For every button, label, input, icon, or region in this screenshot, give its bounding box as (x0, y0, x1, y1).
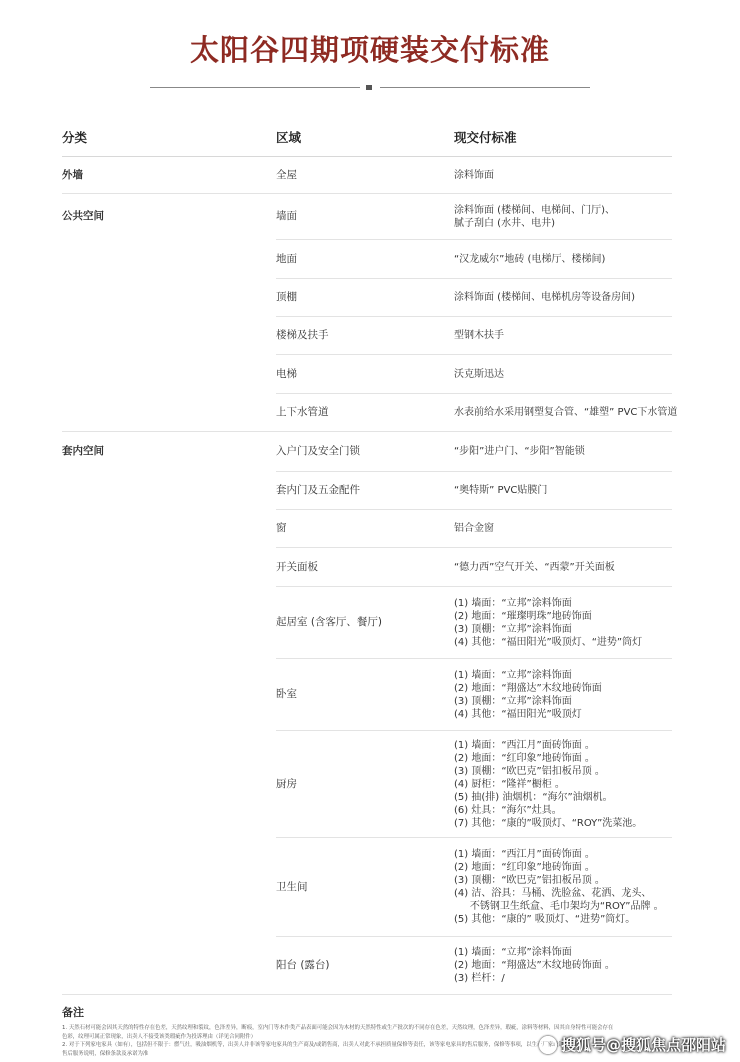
header-category: 分类 (62, 118, 276, 157)
area-cell: 套内门及五金配件 (276, 472, 454, 510)
standard-line: (2) 地面：“翔盛达”木纹地砖饰面 (454, 682, 602, 694)
standard-line: (4) 其他：“福田阳光”吸顶灯 (454, 708, 582, 720)
table-row (62, 279, 672, 317)
standard-line: “步阳”进户门、“步阳”智能锁 (454, 446, 585, 457)
area-cell: 墙面 (276, 194, 454, 240)
category-cell (62, 279, 276, 317)
category-cell (62, 317, 276, 355)
note-line: 售后服务说明，保修条款及承诺为准 (62, 1050, 149, 1057)
standard-cell (454, 355, 672, 394)
title-divider (150, 86, 590, 89)
standard-line: (6) 灶具：“海尔”灶具。 (454, 804, 562, 816)
table-row (62, 510, 672, 548)
standard-cell (454, 472, 672, 510)
table-row (62, 317, 672, 355)
area-cell: 卧室 (276, 659, 454, 731)
table-row (62, 157, 672, 194)
area-cell: 顶棚 (276, 279, 454, 317)
table-header-row (62, 118, 672, 157)
standard-line: (3) 顶棚：“立邦”涂料饰面 (454, 623, 572, 635)
table-row (62, 587, 672, 659)
standard-line: (1) 墙面：“立邦”涂料饰面 (454, 597, 572, 609)
header-area: 区域 (276, 118, 454, 157)
category-cell (62, 937, 276, 995)
standard-cell (454, 240, 672, 279)
standard-cell (454, 317, 672, 355)
table-row (62, 548, 672, 587)
note-line: 2. 对于下列家电家具（如有），包括但不限于：燃气灶，吸油烟机等，出卖人并非该等家电家具的生产商及/或销售商，出卖人对此不承担质量保修等责任，该等家电家具的售后服务，保修等事项，以生产厂家或销售商的 (62, 1042, 581, 1048)
standard-line: (4) 其他：“福田阳光”吸顶灯、“进势”筒灯 (454, 636, 643, 648)
category-cell (62, 510, 276, 548)
area-cell: 楼梯及扶手 (276, 317, 454, 355)
standard-line: 涂料饰面 (454, 169, 494, 181)
note-line: 1. 天然石材可能会因其天然的特性存在色差，天然纹理和裂纹，色泽差异，断痕，室内门等木作类产品表面可能会因为木材的天然特性或生产批次的不同存在色差，天然纹理，色泽差异，瑕疵，涂料等材料，因其自身特性可能会存在 (62, 1025, 614, 1031)
standard-line: (3) 顶棚：“欧巴克”铝扣板吊顶 。 (454, 875, 605, 886)
area-cell: 厨房 (276, 731, 454, 838)
standard-line: (2) 地面：“璀璨明珠”地砖饰面 (454, 610, 592, 622)
category-cell: 外墙 (62, 157, 276, 194)
standard-line: (5) 抽(排) 油烟机：“海尔”油烟机。 (454, 791, 613, 803)
area-cell: 上下水管道 (276, 394, 454, 432)
category-cell (62, 838, 276, 937)
standard-line: 腻子刮白 (水井、电井) (454, 217, 555, 229)
category-cell (62, 659, 276, 731)
standard-line: “奥特斯” PVC贴膜门 (454, 485, 548, 496)
category-cell (62, 587, 276, 659)
area-cell: 阳台 (露台) (276, 937, 454, 995)
category-cell (62, 548, 276, 587)
watermark-text: 搜狐号@搜狐焦点邵阳站 (560, 1036, 726, 1054)
area-cell: 开关面板 (276, 548, 454, 587)
category-cell: 公共空间 (62, 210, 104, 223)
standard-line: 涂料饰面 (楼梯间、电梯机房等设备房间) (454, 292, 635, 303)
standard-line: (2) 地面：“红印象”地砖饰面 。 (454, 752, 595, 764)
standard-cell (454, 937, 672, 995)
standard-cell (454, 432, 672, 472)
standard-line: (3) 顶棚：“立邦”涂料饰面 (454, 695, 572, 707)
standard-line: (1) 墙面：“西江月”面砖饰面 。 (454, 739, 595, 751)
standard-cell (454, 394, 678, 432)
table-row (62, 838, 672, 937)
header-standard: 现交付标准 (454, 118, 672, 157)
standard-line: “汉龙威尔”地砖 (电梯厅、楼梯间) (454, 253, 606, 265)
area-cell: 地面 (276, 240, 454, 279)
table-row (62, 659, 672, 731)
table-row (62, 731, 672, 838)
area-cell: 入户门及安全门锁 (276, 432, 454, 472)
standard-line: (7) 其他：“康的”吸顶灯、“ROY”洗菜池。 (454, 817, 643, 829)
standard-cell (454, 659, 672, 731)
standard-line: (1) 墙面：“西江月”面砖饰面 。 (454, 849, 595, 860)
table-row (62, 394, 672, 432)
standard-cell (454, 548, 672, 587)
category-cell: 套内空间 (62, 445, 104, 458)
page-title: 太阳谷四期项硬装交付标准 (189, 33, 550, 67)
standard-line: 不锈钢卫生纸盒、毛巾架均为“ROY”品牌 。 (454, 901, 664, 912)
table-row (62, 472, 672, 510)
standard-line: (1) 墙面：“立邦”涂料饰面 (454, 947, 572, 958)
area-cell: 起居室 (含客厅、餐厅) (276, 587, 454, 659)
source-watermark (539, 1034, 726, 1055)
category-cell (62, 355, 276, 394)
standard-cell (454, 157, 672, 194)
standard-line: (4) 洁、浴具：马桶、洗脸盆、花洒、龙头、 (454, 888, 652, 899)
standard-line: 型钢木扶手 (454, 330, 504, 341)
standard-cell (454, 194, 672, 240)
category-cell (62, 394, 276, 432)
standard-line: (2) 地面：“翔盛达”木纹地砖饰面 。 (454, 960, 615, 971)
table-row (62, 194, 672, 240)
standard-line: “德力西”空气开关、“西蒙”开关面板 (454, 561, 615, 573)
delivery-standard-table (62, 118, 678, 995)
table-row (62, 937, 672, 995)
standard-cell (454, 279, 672, 317)
standard-line: 涂料饰面 (楼梯间、电梯间、门厅)、 (454, 204, 615, 216)
standard-line: 铝合金窗 (454, 523, 494, 534)
table-row (62, 355, 672, 394)
standard-line: (4) 厨柜：“隆祥”橱柜 。 (454, 778, 565, 790)
area-cell: 窗 (276, 510, 454, 548)
table-row (62, 432, 672, 472)
standard-cell (454, 510, 672, 548)
area-cell: 电梯 (276, 355, 454, 394)
table-row (62, 240, 672, 279)
standard-line: (2) 地面：“红印象”地砖饰面 。 (454, 862, 595, 873)
standard-line: (3) 栏杆：/ (454, 973, 505, 984)
standard-line: (5) 其他：“康的” 吸顶灯、“进势”筒灯。 (454, 914, 636, 925)
standard-line: 水表前给水采用钢塑复合管、“雄塑” PVC下水管道 (454, 407, 678, 418)
standard-line: (3) 顶棚：“欧巴克”铝扣板吊顶 。 (454, 765, 605, 777)
note-line: 色彩，纹理可属正常现象，出卖人不接受该类瑕疵作为投诉理由（详见合同附件） (62, 1033, 257, 1040)
standard-cell (454, 587, 672, 659)
category-cell (62, 731, 276, 838)
standard-line: (1) 墙面：“立邦”涂料饰面 (454, 669, 572, 681)
standard-cell (454, 838, 672, 937)
standard-cell (454, 731, 672, 838)
area-cell: 全屋 (276, 157, 454, 194)
sohu-logo-icon (539, 1036, 557, 1054)
area-cell: 卫生间 (276, 838, 454, 937)
notes-title: 备注 (62, 1006, 84, 1019)
category-cell (62, 472, 276, 510)
standard-line: 沃克斯迅达 (454, 368, 504, 380)
category-cell (62, 240, 276, 279)
